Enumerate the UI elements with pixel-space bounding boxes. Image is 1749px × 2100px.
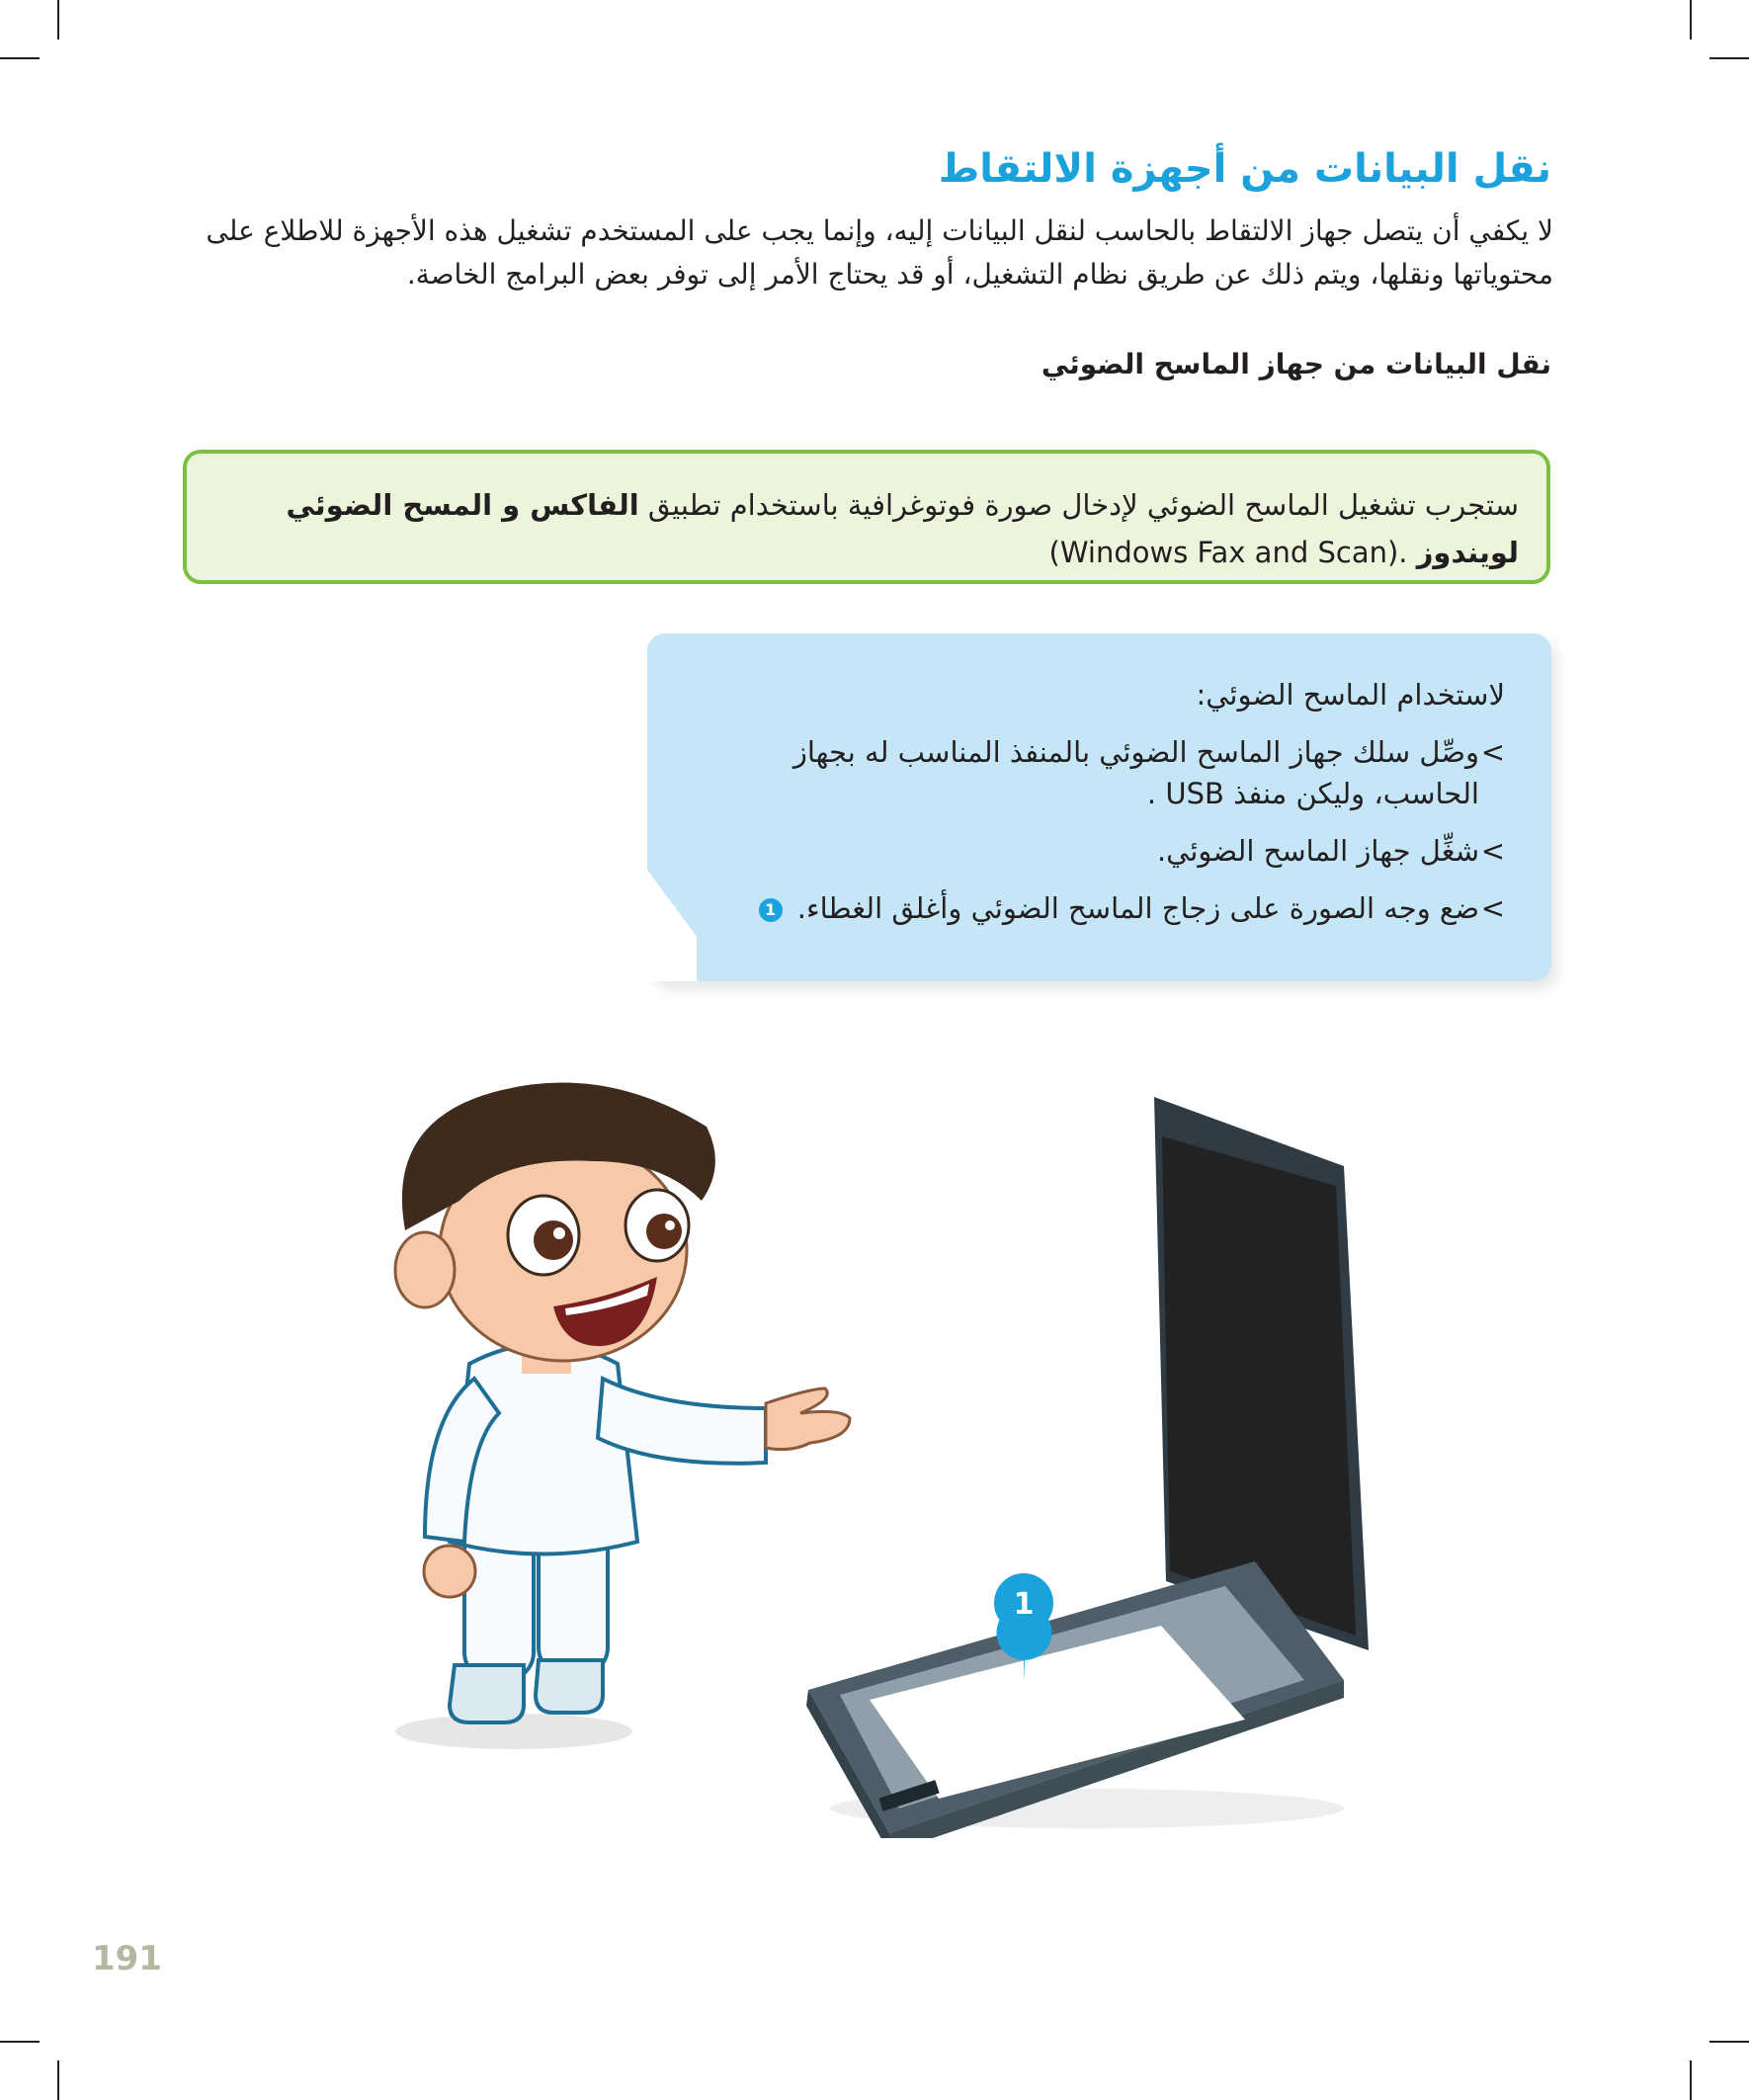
subheading: نقل البيانات من جهاز الماسح الضوئي xyxy=(1041,348,1551,380)
objective-text: ستجرب تشغيل الماسح الضوئي لإدخال صورة فوتوغرافية باستخدام تطبيق xyxy=(647,488,1519,522)
crop-mark-bottom-left-v xyxy=(57,2060,59,2100)
boy-character xyxy=(395,1083,850,1722)
crop-mark-bottom-left-h xyxy=(0,2041,40,2043)
crop-mark-top-left-v xyxy=(57,0,59,40)
step-marker: > xyxy=(1480,735,1505,769)
objective-box xyxy=(183,450,1550,584)
objective-english-name: (Windows Fax and Scan). xyxy=(1048,536,1408,569)
steps-content xyxy=(734,674,1505,945)
step-item xyxy=(734,830,1505,872)
step-marker: > xyxy=(1480,834,1505,868)
crop-mark-top-right-v xyxy=(1690,0,1692,40)
steps-heading: لاستخدام الماسح الضوئي: xyxy=(1196,678,1505,712)
crop-mark-bottom-right-v xyxy=(1690,2060,1692,2100)
step-item xyxy=(734,887,1505,929)
step-badge: 1 xyxy=(759,898,783,922)
step-item xyxy=(734,731,1505,814)
page-number: 191 xyxy=(92,1939,162,1978)
crop-mark-top-right-h xyxy=(1709,57,1749,59)
section-title: نقل البيانات من أجهزة الالتقاط xyxy=(938,146,1551,192)
intro-paragraph: لا يكفي أن يتصل جهاز الالتقاط بالحاسب لنقل البيانات إليه، وإنما يجب على المستخدم تشغيل هذه الأجهزة للاطلاع على محتوياتها ونقلها، ويتم ذلك عن طريق نظام التشغيل، أو قد يحتاج الأمر إلى توفر بعض البرامج الخاصة. xyxy=(206,214,1553,291)
step-text: شغِّل جهاز الماسح الضوئي. xyxy=(1156,834,1479,868)
step-text: ضع وجه الصورة على زجاج الماسح الضوئي وأغلق الغطاء. xyxy=(796,891,1479,925)
step-marker: > xyxy=(1480,891,1505,925)
illustration xyxy=(0,1048,1749,1838)
objective-app-name: الفاكس و المسح الضوئي لويندوز xyxy=(286,488,1519,569)
scanner-lid xyxy=(1154,1097,1369,1650)
crop-mark-bottom-right-h xyxy=(1709,2041,1749,2043)
crop-mark-top-left-h xyxy=(0,57,40,59)
callout-label: 1 xyxy=(1013,1587,1035,1622)
step-text: وصِّل سلك جهاز الماسح الضوئي بالمنفذ المناسب له بجهاز الحاسب، وليكن منفذ USB . xyxy=(792,735,1479,810)
